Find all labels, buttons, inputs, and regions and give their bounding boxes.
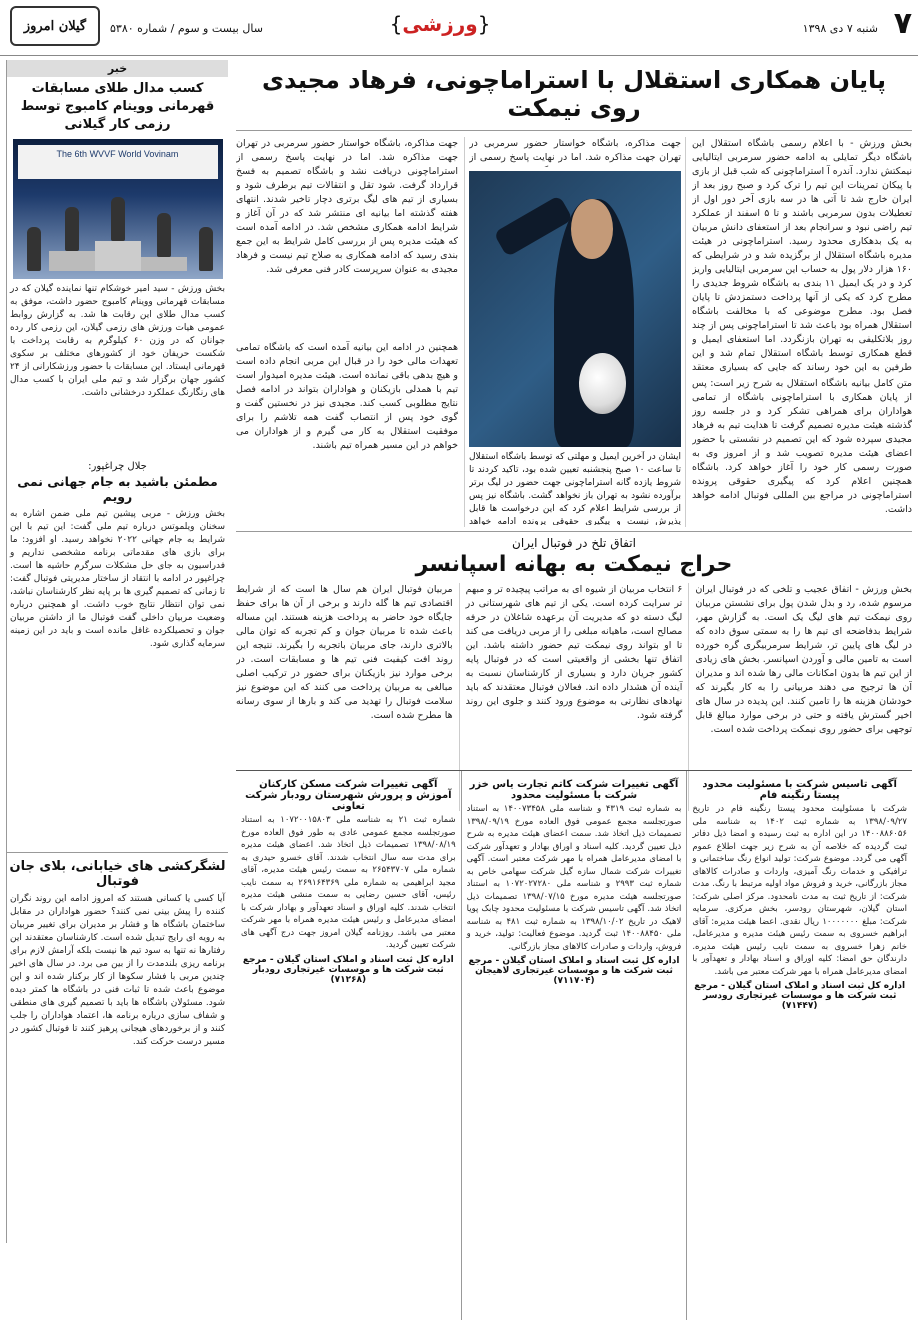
sidebar bbox=[6, 60, 228, 1243]
main-headline: پایان همکاری استقلال با استراماچونی، فرهاد مجیدی روی نیمکت bbox=[236, 60, 912, 131]
main-text-center-top: جهت مذاکره، باشگاه خواستار حضور سرمربی در تهران جهت مذاکره شد. اما در نهایت پاسخ رسمی از bbox=[469, 138, 681, 163]
medal-ceremony-photo bbox=[13, 139, 223, 279]
page-number: ۷ bbox=[893, 6, 912, 41]
main-story bbox=[236, 60, 912, 811]
notice-text: به شماره ثبت ۴۳۱۹ و شناسه ملی ۱۴۰۰۷۳۴۵۸ به استناد صورتجلسه مجمع عمومی فوق العاده مورخ ۱۳۹۸/۰۹/۱۹ تصمیمات ذیل اتخاذ شد. سمت اعضای هیئت مدیره به شرح ذیل تعیین گردید. کلیه اسناد و اوراق بهادار و تعهدآور شرکت با امضای مدیرعامل همراه با مهر شرکت معتبر است. آگهی تغییرات شرکت شمال سازه گیل شرکت سهامی خاص به شماره ثبت ۲۹۹۳ و شناسه ملی ۱۰۷۲۰۲۷۲۸۰ به استناد صورتجلسه هیئت مدیره مورخ ۱۳۹۸/۰۷/۱۵ تصمیمات ذیل اتخاذ شد. آگهی تاسیس شرکت با مسئولیت محدود چابک پویا لاهیک در تاریخ ۱۳۹۸/۱۰/۰۲ به شماره ثبت ۴۸۱ به شناسه ملی ۱۴۰۰۸۸۴۵۰ ثبت گردید. موضوع فعالیت: تولید، خرید و فروش، واردات و صادرات کالاهای مجاز بازرگانی. bbox=[466, 804, 682, 952]
secondary-text-3: مربیان فوتبال ایران هم سال ها است که از شرایط اقتصادی تیم ها گله دارند و برخی از آن ها برای حفظ جایگاه خود حاضر به پرداخت هزینه هستند. این مساله باعث شده تا مربیان جوان و کم تجربه که توان مالی بالاتری دارند، جای مربیان باتجربه را بگیرند. نتیجه این روند افت کیفیت فنی تیم ها و مسابقات است. در برخی موارد نیز بازیکنان برای حضور در ترکیب اصلی مبالغی به مربیان پرداخت می کنند که این موضوع نیز سلامت فوتبال را تهدید می کند و بارها از سوی رسانه ها مطرح شده است. bbox=[235, 584, 453, 721]
interview-author: جلال چراغپور: bbox=[88, 461, 147, 472]
sidebar-headline-3: لشگرکشی های خیابانی، بلای جان فوتبال bbox=[7, 852, 228, 891]
sidebar-kicker: خبر bbox=[7, 60, 228, 77]
coach-photo bbox=[469, 171, 681, 447]
main-column-center bbox=[464, 137, 686, 527]
notice-signature: اداره کل ثبت اسناد و املاک استان گیلان - مرجع ثبت شرکت ها و موسسات غیرتجاری لاهیجان (۷۱۱۷۰۴) bbox=[468, 956, 680, 986]
newspaper-logo: گیلان امروز bbox=[10, 6, 100, 46]
notice-title: آگهی تغییرات شرکت کاتم تجارت یاس خزر شرکت با مسئولیت محدود bbox=[469, 779, 679, 801]
sidebar-text-3: آیا کسی یا کسانی هستند که امروز ادامه این روند نگران کننده را پیش بینی نمی کنند؟ حضور هواداران در مقابل ساختمان باشگاه ها و فشار بر مدیران برای تغییر مربیان به رویه ای رایج تبدیل شده است. کارشناسان معتقدند این رفتارها نه تنها به سود تیم ها نیست بلکه آرامش لازم برای برنامه ریزی بلندمدت را از بین می برد. در سال های اخیر چندین مربی با فشار سکوها از کار برکنار شده اند و این موضوع باعث شده تا ثبات فنی در باشگاه ها کمتر دیده شود. مسئولان باشگاه ها باید با تصمیم گیری های منطقی و شفاف سازی درباره برنامه ها، اعتماد هواداران را جلب کنند و از برخوردهای هیجانی پرهیز کنند تا فوتبال کشور در مسیر درست حرکت کند. bbox=[10, 894, 225, 1047]
sidebar-text-2: بخش ورزش - مربی پیشین تیم ملی ضمن اشاره به سخنان ویلموتس درباره تیم ملی گفت: این تیم با این شرایط به جام جهانی ۲۰۲۲ نخواهد رسید. او افزود: ما برای بازی های مقدماتی برنامه مشخصی نداریم و فدراسیون به جای حل مشکلات سرگرم حاشیه ها است. چراغپور در ادامه با انتقاد از ساختار مدیریتی فوتبال گفت: تا زمانی که تصمیم گیری ها بر پایه نظر کارشناسان نباشد، نمی توان انتظار نتایج خوب داشت. او همچنین درباره وضعیت مربیان داخلی گفت فوتبال ما از داشتن مربیان جوان و تحصیلکرده غافل مانده است و باید در این زمینه سرمایه گذاری شود. bbox=[10, 509, 225, 649]
masthead bbox=[0, 0, 918, 56]
secondary-text-1: بخش ورزش - اتفاق عجیب و تلخی که در فوتبال ایران مرسوم شده، رد و بدل شدن پول برای نشستن مربیان روی نیمکت تیم های لیگ یک است. به گزارش مهر، شرایط بدفاضحه ای تیم ها را به سمتی سوق داده که در لیگ های پایین تر، شرایط سرمربیگری گره خورده است به تامین مالی و آوردن اسپانسر. بخش های زیادی از این تیم ها بدون امکانات مالی رها شده اند و مدیران آن ها ترجیح می دهند مربیانی را به کار بگیرند که خودشان هزینه ها را تامین کنند. این پدیده در سال های اخیر گسترش یافته و حتی در برخی موارد مبالغ قابل توجهی برای حضور روی نیمکت پرداخت شده است. bbox=[695, 584, 912, 735]
photo-caption: ایشان در آخرین ایمیل و مهلتی که توسط باشگاه استقلال تا ساعت ۱۰ صبح پنجشنبه تعیین شده بود، تاکید کردند تا شروط یازده گانه استراماچونی جهت حضور در لیگ برتر برآورده نشود به تهران باز نخواهد گشت. باشگاه نیز پس از بررسی شرایط اعلام کرد که این درخواست ها قابل پذیرش نیست و پیگیری حقوقی پرونده ادامه خواهد bbox=[469, 452, 681, 525]
secondary-kicker: اتفاق تلخ در فوتبال ایران bbox=[512, 536, 636, 550]
notice-text: شماره ثبت ۲۱ به شناسه ملی ۱۰۷۲۰۰۱۵۸۰۳ به استناد صورتجلسه مجمع عمومی عادی به طور فوق العاده مورخ ۱۳۹۸/۰۸/۱۹ تصمیمات ذیل اتخاذ شد. اعضای هیئت مدیره برای مدت سه سال انتخاب شدند. آقای خسرو حیدری به شماره ملی ۲۶۵۴۳۷۰۷ به سمت رئیس هیئت مدیره، آقای مجید ابراهیمی به شماره ملی ۲۶۹۱۶۴۳۶۹ به سمت نایب رئیس، آقای حسین رضایی به سمت منشی هیئت مدیره انتخاب شدند. کلیه اوراق و اسناد تعهدآور و بهادار شرکت با امضای مدیرعامل و رئیس هیئت مدیره همراه با مهر شرکت معتبر می باشد. روزنامه گیلان امروز جهت درج آگهی های شرکت تعیین گردید. bbox=[240, 815, 456, 950]
sidebar-headline: کسب مدال طلای مسابقات قهرمانی ووینام کامبوج توسط رزمی کار گیلانی bbox=[20, 81, 215, 132]
notice-text: شرکت با مسئولیت محدود پیستا رنگینه فام در تاریخ ۱۳۹۸/۰۹/۲۷ به شماره ثبت ۱۴۰۲ به شناسه ملی ۱۴۰۰۸۸۶۰۵۶ در این اداره به ثبت رسیده و امضا ذیل دفاتر ثبت گردیده که خلاصه آن به شرح زیر جهت اطلاع عموم آگهی می گردد. موضوع شرکت: تولید انواع رنگ ساختمانی و ترافیکی و خدمات رنگ آمیزی، واردات و صادرات کالاهای مجاز بازرگانی، خرید و فروش مواد اولیه مرتبط با رنگ. مدت شرکت: از تاریخ ثبت به مدت نامحدود. مرکز اصلی شرکت: استان گیلان، شهرستان رودسر، بخش مرکزی. سرمایه شرکت: مبلغ ۱۰۰۰۰۰۰۰ ریال نقدی. اعضا هیئت مدیره: آقای ابراهیم خسروی به سمت رئیس هیئت مدیره و مدیرعامل، خانم زهرا خسروی به سمت نایب رئیس هیئت مدیره. دارندگان حق امضا: کلیه اوراق و اسناد بهادار و تعهدآور با امضای مدیرعامل همراه با مهر شرکت معتبر می باشد. bbox=[692, 804, 907, 977]
secondary-story bbox=[236, 531, 912, 811]
secondary-text-2: ۶ انتخاب مربیان از شیوه ای به مراتب پیچیده تر و مبهم تر سرایت کرده است. یکی از تیم های شهرستانی در لیگ دسته دو که مدیریت آن برعهده شاغلان در حرفه مصالح است، ماهیانه مبلغی را از مربی دریافت می کند تا او بتواند روی نیمکت تیم حضور داشته باشد. این اتفاق تنها بخشی از واقعیتی است که در فوتبال پایه کشور جریان دارد و بسیاری از کارشناسان نسبت به آینده آن هشدار داده اند. فعالان فوتبال معتقدند که باید نهادهای نظارتی به موضوع ورود کنند و جلوی این روند گرفته شود. bbox=[459, 583, 690, 811]
notice-title: آگهی تغییرات شرکت مسکن کارکنان آموزش و پرورش شهرستان رودبار شرکت تعاونی bbox=[245, 779, 452, 812]
section-label: ورزشی bbox=[402, 12, 478, 36]
notice-signature: اداره کل ثبت اسناد و املاک استان گیلان - مرجع ثبت شرکت ها و موسسات غیرتجاری رودبار (۷۱۲۶۸) bbox=[242, 954, 454, 985]
photo-banner-text: The 6th WVVF World Vovinam bbox=[18, 145, 218, 179]
main-text-right-2: متن کامل بیانیه باشگاه استقلال به شرح زیر است: پس از پایان همکاری با استراماچونی باشگاه از تمامی هواداران برای همراهی تشکر کرد و در جلسه روز گذشته هیئت مدیره تصمیم گرفت تا هدایت تیم به فرهاد مجیدی سپرده شود که این تصمیم در نشستی با حضور اعضای هیئت مدیره تصویب شد و از امروز وی به صورت رسمی کار خود را آغاز خواهد کرد. باشگاه همچنین اعلام کرد که پیگیری حقوقی پرونده استراماچونی در مراجع بین المللی فوتبال ادامه خواهد داشت. bbox=[692, 378, 912, 515]
main-column-left bbox=[236, 137, 464, 527]
notice-column-1 bbox=[686, 771, 912, 1320]
main-text-right: بخش ورزش - با اعلام رسمی باشگاه استقلال این باشگاه دیگر تمایلی به ادامه حضور سرمربی ایتالیایی نیمکتش ندارد. آندره آ استراماچونی که شب قبل از بازی با پیکان تمرینات این تیم را ترک کرد و صبح روز بعد از ایران خارج شد تا آتی ها در سه بازی آخر دور اول از تعطیلات بدون سرمربی باشند و تا ۵ اسفند از عملکرد تیم راضی نبود و سرانجام بعد از استعفای دانش مربیان به یک بدهکاری محدود رسید. استراماچونی در هیئت مدیره باشگاه استقلال از برگزیده شد و در شرایطی که ۱۶۰ هزار دلار پول به حساب این سرمربی ایتالیایی واریز کرد و در یک ایمیل ۱۱ بندی به باشگاه شروط جدیدی را مطرح کرد که یکی از آنها پرداخت دستمزدش تا پایان فصل بود. مطرح موضوعی که با مخالفت باشگاه استقلال همراه بود باعث شد تا استراماچونی پس از چند روز بلاتکلیفی به تهران بازنگردد. اما استعفای ایمیل و قطع همکاری توسط باشگاه استقلال تمام شد و این طرفین به این خود رساند که جایی که بسیاری معتقد bbox=[692, 138, 912, 373]
notice-title: آگهی تاسیس شرکت با مسئولیت محدود پیستا رنگینه فام bbox=[702, 779, 897, 801]
notice-signature: اداره کل ثبت اسناد و املاک استان گیلان - مرجع ثبت شرکت ها و موسسات غیرتجاری رودسر (۷۱۴۴۷) bbox=[694, 981, 906, 1011]
main-column-right bbox=[686, 137, 912, 527]
notice-column-3 bbox=[236, 771, 461, 1320]
main-text-left: جهت مذاکره، باشگاه خواستار حضور سرمربی در تهران جهت مذاکره شد. اما در نهایت پاسخ رسمی از استراماچونی دریافت نشد و باشگاه تصمیم به فسخ قرارداد گرفت. شود تقل و انتقالات تیم برطرف شود و بسیاری از تیم های لیگ برتری دچار تاخیر شدند. انتهای هفته گذشته اما بیانیه ای منتشر شد که در آن آغاز و شرایط ادامه همکاری مشخص شد. در ادامه آمده است که هیئت مدیره پس از بررسی کامل شرایط به این جمع بندی رسید که ادامه همکاری به صلاح تیم نیست و فرهاد مجیدی به عنوان سرپرست کادر فنی معرفی شد. bbox=[236, 138, 458, 275]
sidebar-text-1: بخش ورزش - سید امیر خوشکام تنها نماینده گیلان که در مسابقات قهرمانی ووینام کامبوج حضور داشت، موفق به کسب مدال طلای این رقابت ها شد. به گزارش روابط عمومی هیات ورزش های رزمی گیلان، این رزمی کار رده جوانان که در وزن ۶۰ کیلوگرم به رقابت پرداخت با شکست حریفان خود از کشورهای مختلف بر سکوی قهرمانی ایستاد. این مسابقات با حضور ورزشکارانی از ۲۴ کشور جهان برگزار شد و تیم ملی ایران با کسب مدال های رنگارنگ عملکرد درخشانی داشت. bbox=[10, 284, 226, 398]
main-text-left-2: همچنین در ادامه این بیانیه آمده است که باشگاه تمامی تعهدات مالی خود را در قبال این مربی انجام داده است و هیچ بدهی باقی نمانده است. هیئت مدیره امیدوار است تیم با همدلی بازیکنان و هواداران بتواند در ادامه فصل نتایج مطلوبی کسب کند. مجیدی نیز در نخستین گفت و گوی خود پس از انتصاب گفت همه تلاشم را برای موفقیت استقلال به کار می گیرم و از هواداران می خواهم در این مسیر همراه تیم باشند. bbox=[236, 342, 458, 451]
notice-column-2 bbox=[461, 771, 687, 1320]
section-title: {ورزشی} bbox=[389, 12, 491, 36]
main-story-body bbox=[236, 137, 912, 527]
secondary-headline: حراج نیمکت به بهانه اسپانسر bbox=[415, 552, 733, 577]
issue-date: شنبه ۷ دی ۱۳۹۸ bbox=[802, 22, 878, 35]
legal-notices bbox=[236, 770, 912, 1320]
issue-info: سال بیست و سوم / شماره ۵۳۸۰ bbox=[110, 22, 263, 35]
sidebar-headline-2: مطمئن باشید به جام جهانی نمی رویم bbox=[17, 474, 218, 504]
